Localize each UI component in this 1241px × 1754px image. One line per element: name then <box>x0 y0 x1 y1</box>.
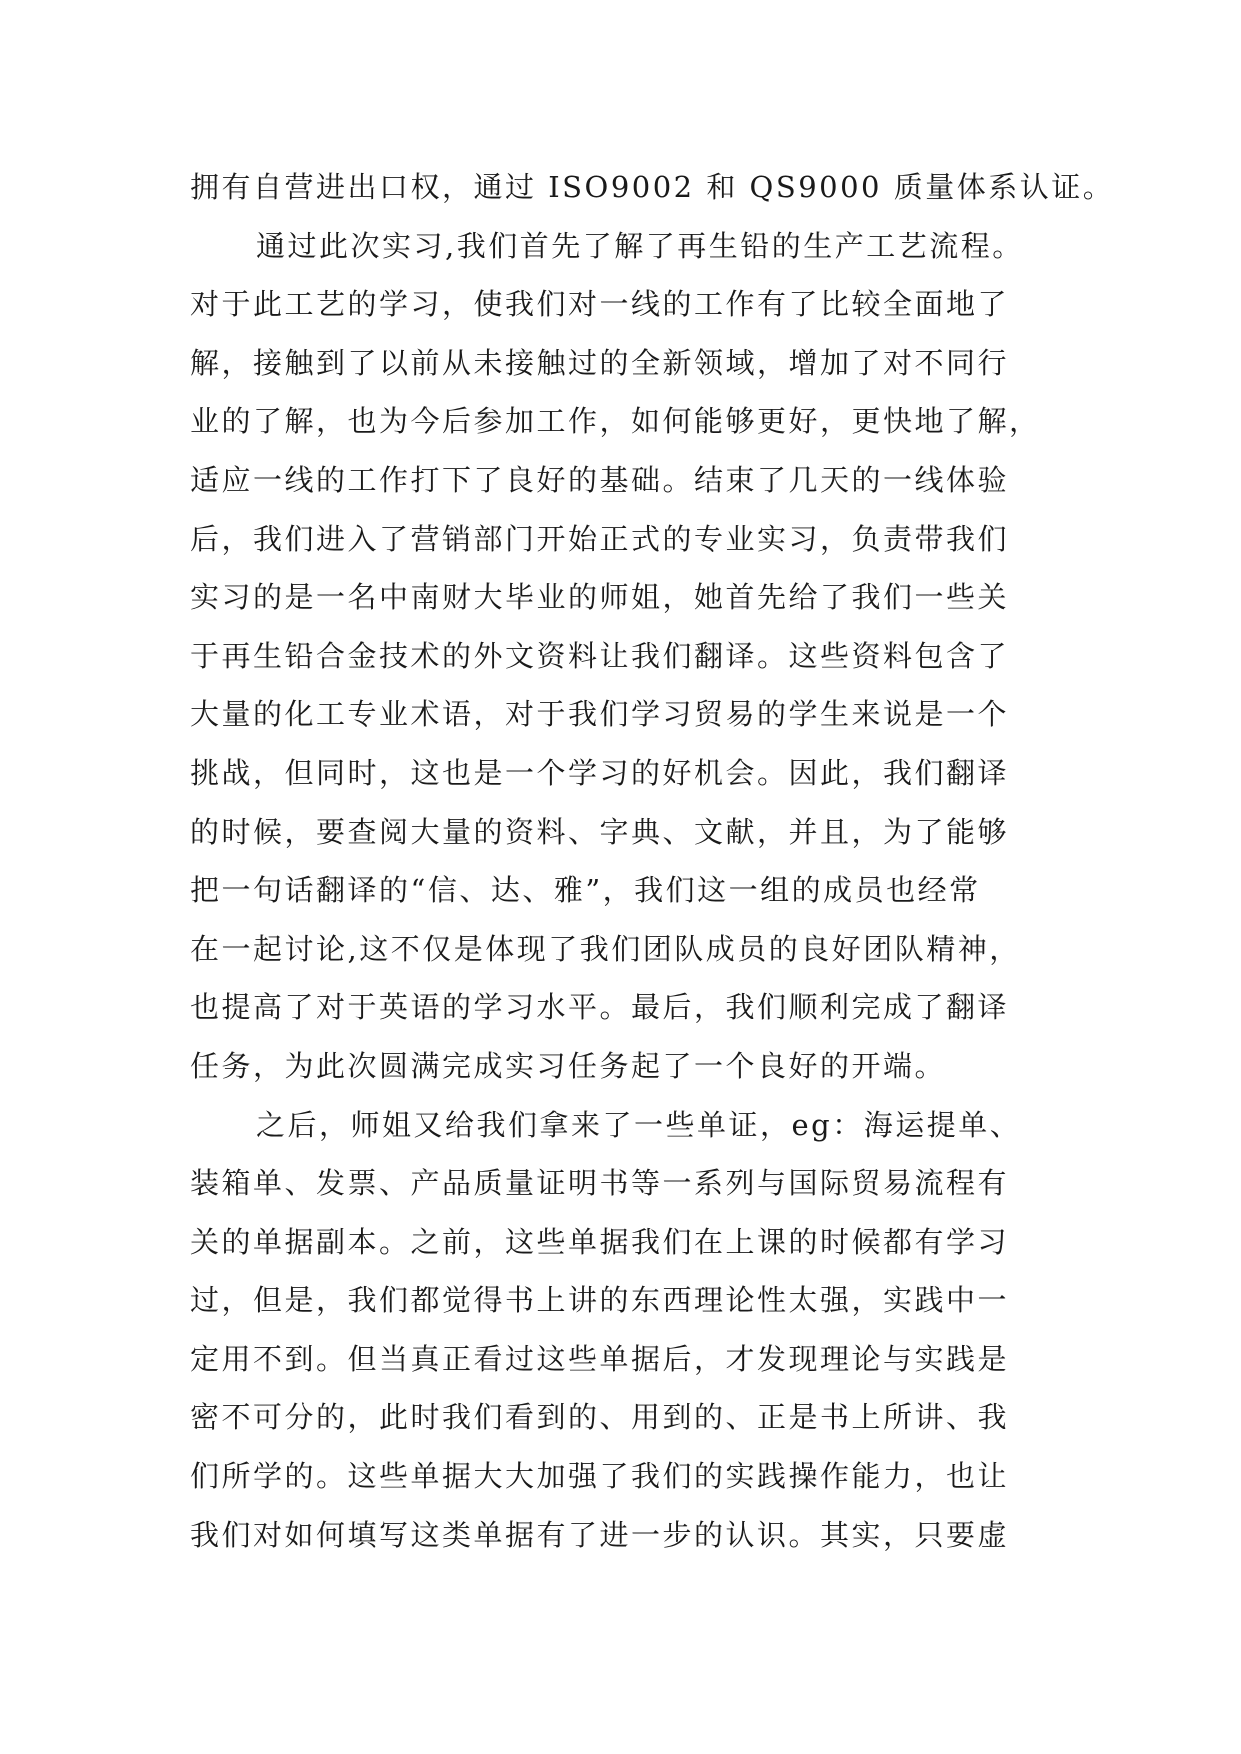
text-line: 关的单据副本。之前，这些单据我们在上课的时候都有学习 <box>190 1224 1010 1259</box>
text-line: 后，我们进入了营销部门开始正式的专业实习，负责带我们 <box>190 521 1010 556</box>
text-line: 把一句话翻译的“信、达、雅”，我们这一组的成员也经常 <box>190 873 981 908</box>
text-line: 实习的是一名中南财大毕业的师姐，她首先给了我们一些关 <box>190 580 1010 615</box>
body-text <box>190 158 1115 1564</box>
text-line: 大量的化工专业术语，对于我们学习贸易的学生来说是一个 <box>190 697 1010 732</box>
text-line: 定用不到。但当真正看过这些单据后，才发现理论与实践是 <box>190 1341 1010 1376</box>
text-line: 装箱单、发票、产品质量证明书等一系列与国际贸易流程有 <box>190 1166 1010 1201</box>
paragraph-start-line: 之后，师姐又给我们拿来了一些单证，eg：海运提单、 <box>256 1107 1022 1142</box>
text-line: 于再生铅合金技术的外文资料让我们翻译。这些资料包含了 <box>190 638 1010 673</box>
text-line: 适应一线的工作打下了良好的基础。结束了几天的一线体验 <box>190 462 1010 497</box>
text-line: 们所学的。这些单据大大加强了我们的实践操作能力，也让 <box>190 1459 1010 1494</box>
text-line: 的时候，要查阅大量的资料、字典、文献，并且，为了能够 <box>190 814 1010 849</box>
text-line: 在一起讨论,这不仅是体现了我们团队成员的良好团队精神， <box>190 931 1021 966</box>
text-line: 挑战，但同时，这也是一个学习的好机会。因此，我们翻译 <box>190 755 1010 790</box>
text-line: 解，接触到了以前从未接触过的全新领域，增加了对不同行 <box>190 345 1010 380</box>
text-line: 过，但是，我们都觉得书上讲的东西理论性太强，实践中一 <box>190 1283 1010 1318</box>
text-line: 任务，为此次圆满完成实习任务起了一个良好的开端。 <box>190 1048 947 1083</box>
text-line: 拥有自营进出口权，通过 ISO9002 和 QS9000 质量体系认证。 <box>190 170 1115 204</box>
text-line: 对于此工艺的学习，使我们对一线的工作有了比较全面地了 <box>190 287 1010 322</box>
text-line: 也提高了对于英语的学习水平。最后，我们顺利完成了翻译 <box>190 990 1010 1025</box>
text-line: 业的了解，也为今后参加工作，如何能够更好，更快地了解， <box>190 404 1041 439</box>
text-line: 密不可分的，此时我们看到的、用到的、正是书上所讲、我 <box>190 1400 1010 1435</box>
paragraph-start-line: 通过此次实习,我们首先了解了再生铅的生产工艺流程。 <box>256 228 1024 263</box>
text-line: 我们对如何填写这类单据有了进一步的认识。其实，只要虚 <box>190 1517 1010 1552</box>
